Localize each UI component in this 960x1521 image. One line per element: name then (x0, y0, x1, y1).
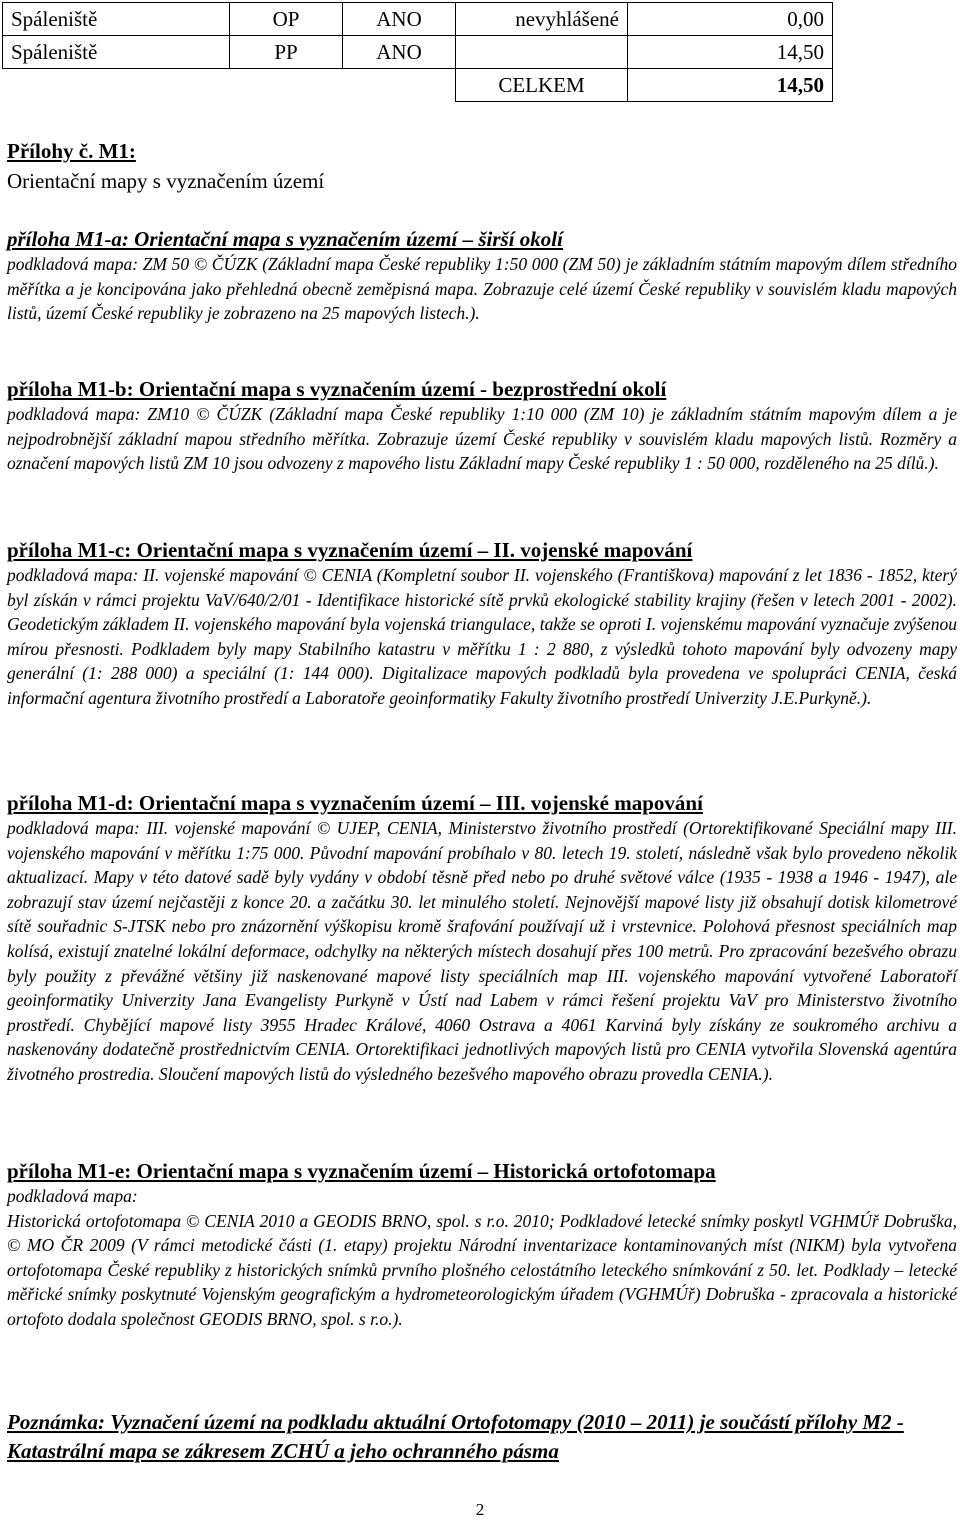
section-label: podkladová mapa: (7, 1186, 138, 1206)
section-heading: příloha M1-e: Orientační mapa s vyznačením území – Historická ortofotomapa (7, 1159, 716, 1183)
section-heading: příloha M1-a: Orientační mapa s vyznačením území – širší okolí (7, 227, 563, 251)
section-m1a (7, 226, 957, 326)
table-cell: 0,00 (628, 3, 833, 36)
table-cell: OP (230, 3, 343, 36)
attachments-title: Přílohy č. M1: (7, 139, 136, 163)
table-cell: ANO (343, 3, 456, 36)
total-value: 14,50 (628, 69, 833, 102)
table-cell: 14,50 (628, 36, 833, 69)
table-row (3, 36, 833, 69)
section-text: podkladová mapa: II. vojenské mapování © CENIA (Kompletní soubor II. vojenského (Františkova) mapování z let 1836 - 1852, který byl získán v rámci projektu VaV/640/2/01 - Identifikace historické sítě prvků ekologické stability krajiny (řešen v letech 2001 - 2002). Geodetickým základem II. vojenského mapování byla vojenská triangulace, takže se oproti I. vojenskému mapování vyznačuje zvýšenou mírou přesnosti. Podkladem byly mapy Stabilního katastru v měřítku 1 : 2 880, z výsledků tohoto mapování byly odvozeny mapy generální (1: 288 000) a speciální (1: 144 000). Digitalizace mapových podkladů byla provedena ve spolupráci CENIA, česká informační agentura životního prostředí a Laboratoře geoinformatiky Fakulty životního prostředí Univerzity J.E.Purkyně.). (7, 565, 957, 708)
table-cell: Spáleniště (3, 36, 230, 69)
section-m1c (7, 537, 957, 711)
section-m1e (7, 1158, 957, 1332)
section-text: podkladová mapa: III. vojenské mapování © UJEP, CENIA, Ministerstvo životního prostředí (Ortorektifikované Speciální mapy III. vojenského mapování v měřítku 1:75 000. Původní mapování probíhalo v 80. letech 19. století, následně však bylo provedeno několik aktualizací. Mapy v této datové sadě byly vydány v období těsně před nebo po druhé světové válce (1935 - 1938 a 1946 - 1947), ale zobrazují stav území nejčastěji z konce 20. a začátku 30. let minulého století. Nejnovější mapové listy již obsahují dotisk kilometrové sítě souřadnic S-JTSK nebo pro znázornění výškopisu kromě šrafování používají už i vrstevnice. Polohová přesnost speciálních map kolísá, existují znatelné lokální deformace, odchylky na některých místech dosahují přes 100 metrů. Pro zpracování bezešvého obrazu byly použity z převážné většiny již naskenované mapové listy speciálních map III. vojenského mapování vytvořené Laboratoří geoinformatiky Univerzity Jana Evangelisty Purkyně v Ústí nad Labem v rámci řešení projektu VaV pro Ministerstvo životního prostředí. Chybějící mapové listy 3955 Hradec Králové, 4060 Ostrava a 4061 Karviná byly získány ze soukromého archivu a naskenovány dodatečně prostřednictvím CENIA. Ortorektifikaci jednotlivých mapových listů pro CENIA vytvořila Slovenská agentúra životného prostredia. Sloučení mapových listů do výsledného bezešvého mapového obrazu provedla CENIA.). (7, 818, 957, 1084)
section-m1d (7, 790, 957, 1087)
total-label: CELKEM (456, 69, 628, 102)
area-table (2, 2, 833, 102)
table-cell: nevyhlášené (456, 3, 628, 36)
section-heading: příloha M1-d: Orientační mapa s vyznačením území – III. vojenské mapování (7, 791, 703, 815)
section-m1b (7, 376, 957, 476)
section-text: podkladová mapa: ZM 50 © ČÚZK (Základní mapa České republiky 1:50 000 (ZM 50) je základním státním mapovým dílem středního měřítka a je koncipována jako přehledná obecně zeměpisná mapa. Zobrazuje celé území České republiky v souvislém kladu mapových listů, území České republiky je zobrazeno na 25 mapových listech.). (7, 254, 957, 324)
section-text: Historická ortofotomapa © CENIA 2010 a GEODIS BRNO, spol. s r.o. 2010; Podkladové letecké snímky poskytl VGHMÚř Dobruška, © MO ČR 2009 (V rámci metodické části (1. etapy) projektu Národní inventarizace kontaminovaných míst (NIKM) byla vytvořena ortofotomapa České republiky z historických snímků prvního plošného celostátního leteckého snímkování z 50. let. Podklady – letecké měřické snímky poskytnuté Vojenským geografickým a hydrometeorologickým úřadem (VGHMÚř) Dobruška - zpracovala a historické ortofoto dodala společnost GEODIS BRNO, spol. s r.o.). (7, 1210, 957, 1329)
note-block (7, 1408, 957, 1466)
table-cell: ANO (343, 36, 456, 69)
table-blank (3, 69, 456, 102)
table-cell: PP (230, 36, 343, 69)
page-number: 2 (475, 1500, 485, 1519)
table-cell: Spáleniště (3, 3, 230, 36)
attachments-header (7, 138, 957, 194)
attachments-subtitle: Orientační mapy s vyznačením území (7, 169, 325, 193)
section-heading: příloha M1-c: Orientační mapa s vyznačením území – II. vojenské mapování (7, 538, 693, 562)
table-total-row (3, 69, 833, 102)
section-text: podkladová mapa: ZM10 © ČÚZK (Základní mapa České republiky 1:10 000 (ZM 10) je základním státním mapovým dílem a je nejpodrobnější základní mapou středního měřítka. Zobrazuje území České republiky v souvislém kladu mapových listů. Rozměry a označení mapových listů ZM 10 jsou odvozeny z mapového listu Základní mapy České republiky 1 : 50 000, rozděleného na 25 dílů.). (7, 404, 957, 474)
section-heading: příloha M1-b: Orientační mapa s vyznačením území - bezprostřední okolí (7, 377, 667, 401)
table-row (3, 3, 833, 36)
note-text: Poznámka: Vyznačení území na podkladu aktuální Ortofotomapy (2010 – 2011) je součástí přílohy M2 - Katastrální mapa se zákresem ZCHÚ a jeho ochranného pásma (7, 1410, 904, 1463)
table-cell (456, 36, 628, 69)
